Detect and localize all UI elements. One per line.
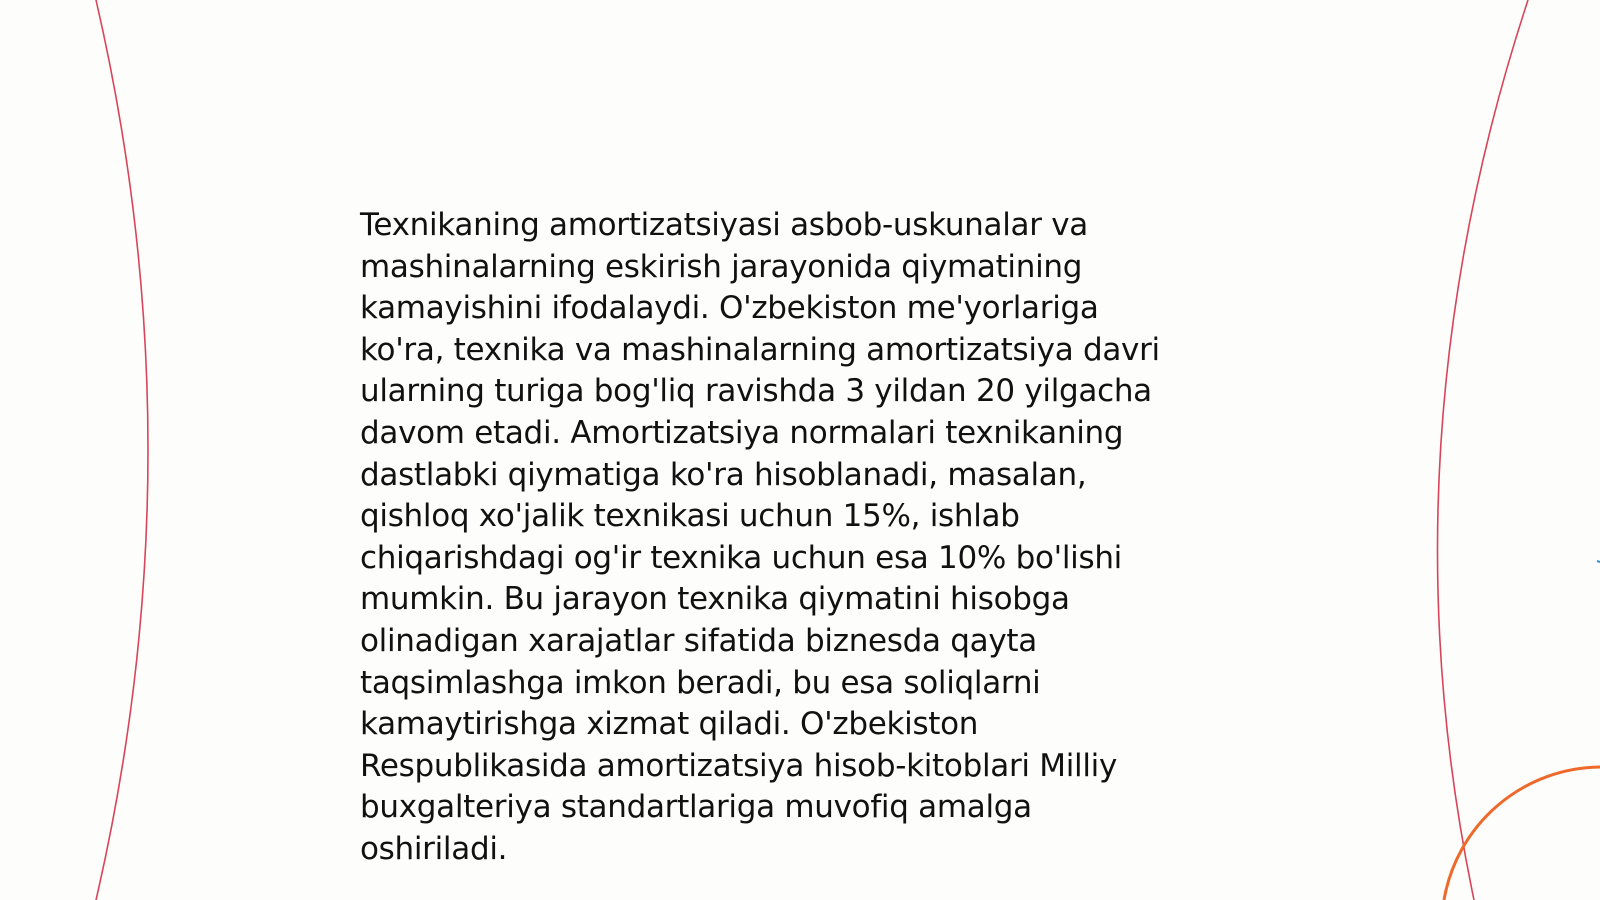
right-curve-line <box>1437 0 1528 900</box>
body-paragraph: Texnikaning amortizatsiyasi asbob-uskunalar va mashinalarning eskirish jarayonida qiymatining kamayishini ifodalaydi. O'zbekiston me'yorlariga ko'ra, texnika va mashinalarning amortizatsiya davri ularning turiga bog'liq ravishda 3 yildan 20 yilgacha davom etadi. Amortizatsiya normalari texnikaning dastlabki qiymatiga ko'ra hisoblanadi, masalan, qishloq xo'jalik texnikasi uchun 15%, ishlab chiqarishdagi og'ir texnika uchun esa 10% bo'lishi mumkin. Bu jarayon texnika qiymatini hisobga olinadigan xarajatlar sifatida biznesda qayta taqsimlashga imkon beradi, bu esa soliqlarni kamaytirishga xizmat qiladi. O'zbekiston Respublikasida amortizatsiya hisob-kitoblari Milliy buxgalteriya standartlariga muvofiq amalga oshiriladi. <box>360 207 1160 867</box>
left-curve-line <box>96 0 148 900</box>
orange-arc <box>1444 767 1600 900</box>
